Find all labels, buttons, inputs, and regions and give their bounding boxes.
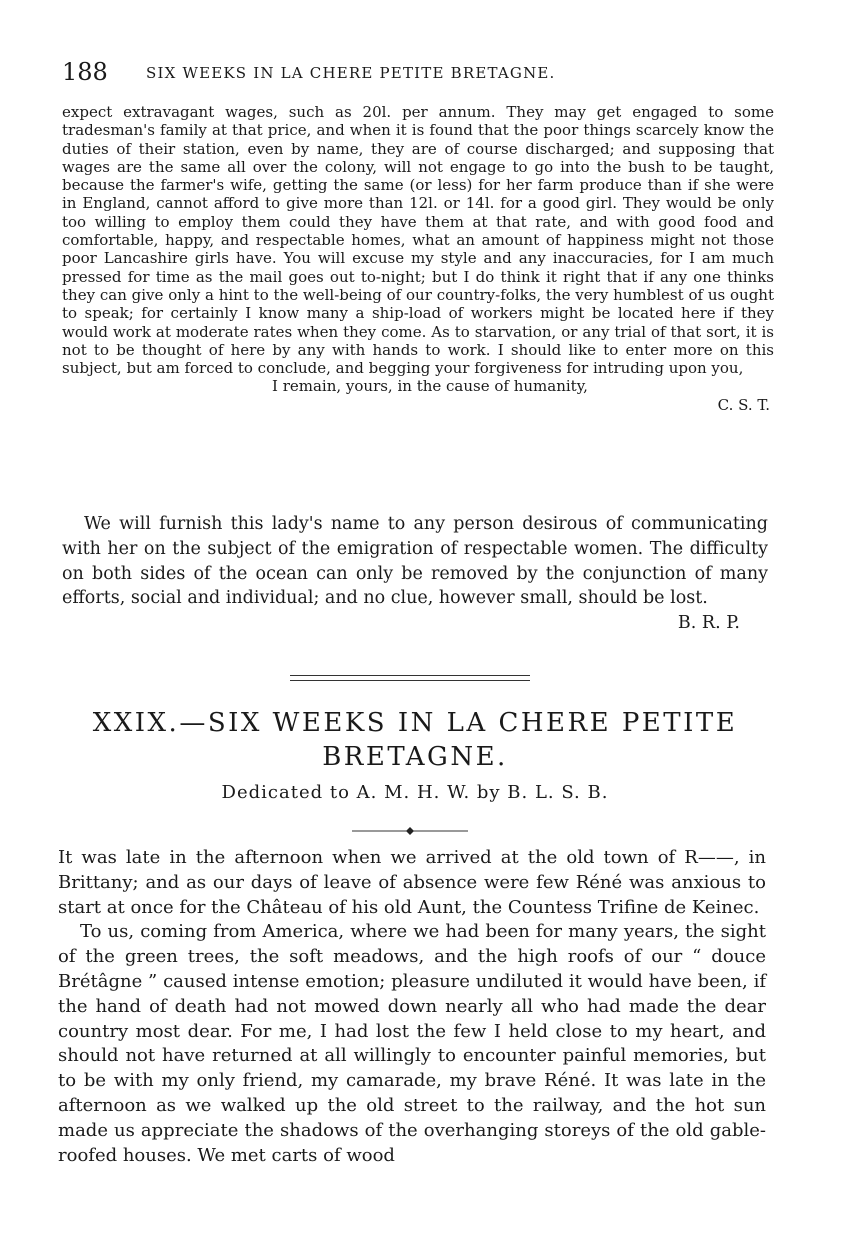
- chapter-dedication: Dedicated to A. M. H. W. by B. L. S. B.: [221, 782, 609, 803]
- letter-closing: I remain, yours, in the cause of humanity,: [272, 377, 588, 396]
- page-number: 188: [62, 58, 108, 86]
- letter-signature: C. S. T.: [717, 395, 770, 414]
- paragraph: To us, coming from America, where we had been for many years, the sight of the green trees, the soft meadows, and the high roofs of our “ douce Brétâgne ” caused intense emotion; pleasure undiluted it would have been, if the hand of death had not mowed down nearly all who had made the dear country most dear. For me, I had lost the few I held close to my heart, and should not have returned at all willingly to encounter painful memories, but to be with my only friend, my camarade, my brave Réné. It was late in the afternoon as we walked up the old street to the railway, and the hot sun made us appreciate the shadows of the overhanging storeys of the old gable-roofed houses. We met carts of wood: [58, 921, 766, 1166]
- letter-excerpt: [62, 103, 774, 414]
- editor-note-signature: B. R. P.: [677, 613, 740, 634]
- section-divider-bottom: [290, 680, 530, 681]
- running-title: SIX WEEKS IN LA CHERE PETITE BRETAGNE.: [146, 64, 556, 82]
- paragraph: It was late in the afternoon when we arrived at the old town of R——, in Brittany; and as our days of leave of absence were few Réné was anxious to start at once for the Château of his old Aunt, the Countess Trifine de Keinec.: [58, 847, 766, 918]
- ornament-divider: [350, 825, 470, 837]
- letter-body: expect extravagant wages, such as 20l. per annum. They may get engaged to some tradesman's family at that price, and when it is found that the poor things scarcely know the duties of their station, even by name, they are of course discharged; and supposing that wages are the same all over the colony, will not engage to go into the bush to be taught, because the farmer's wife, getting the same (or less) for her farm produce than if she were in England, cannot afford to give more than 12l. or 14l. for a good girl. They would be only too willing to employ them could they have them at that rate, and with good food and comfortable, happy, and respectable homes, what an amount of happiness might not those poor Lancashire girls have. You will excuse my style and any inaccuracies, for I am much pressed for time as the mail goes out to-night; but I do think it right that if any one thinks they can give only a hint to the well-being of our country-folks, the very humblest of us ought to speak; for certainly I know many a ship-load of workers might be located here if they would work at moderate rates when they come. As to starvation, or any trial of that sort, it is not to be thought of here by any with hands to work. I should like to enter more on this subject, but am forced to conclude, and begging your forgiveness for intruding upon you,: [62, 103, 774, 378]
- editor-note: [62, 512, 768, 636]
- section-divider-top: [290, 675, 530, 676]
- editor-note-body: We will furnish this lady's name to any person desirous of communicating with her on the subject of the emigration of respectable women. The difficulty on both sides of the ocean can only be removed by the conjunction of many efforts, social and individual; and no clue, however small, should be lost.: [62, 514, 768, 609]
- chapter-title: XXIX.—SIX WEEKS IN LA CHERE PETITE BRETAGNE.: [92, 708, 738, 772]
- page-header: [62, 58, 762, 88]
- chapter-text: [58, 846, 766, 1168]
